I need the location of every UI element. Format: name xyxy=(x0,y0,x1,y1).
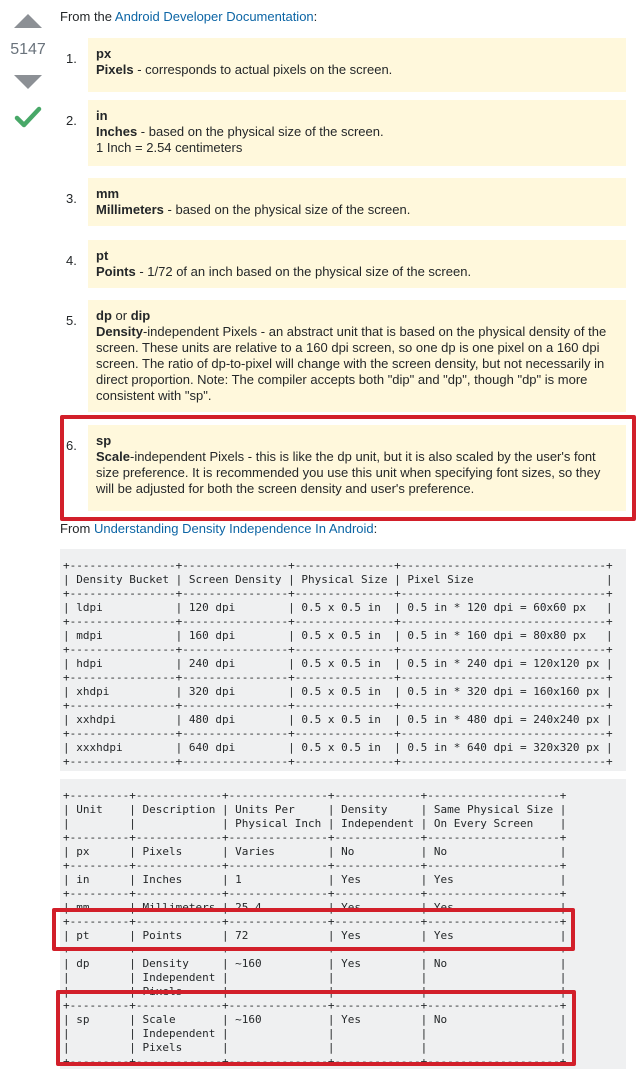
unit-abbrev: in xyxy=(96,108,108,123)
unit-description xyxy=(96,324,618,404)
table-row: | Density Bucket | Screen Density | Physical Size | Pixel Size | xyxy=(63,573,613,586)
unit-note-box xyxy=(88,240,626,288)
intro-colon: : xyxy=(313,9,318,24)
list-number: 2. xyxy=(66,113,77,128)
table-border-line: +---------+-------------+---------------+-------------+--------------------+ xyxy=(63,915,567,928)
unit-term: Points xyxy=(96,264,136,279)
unit-item-in xyxy=(60,100,626,166)
table-row: | xhdpi | 320 dpi | 0.5 x 0.5 in | 0.5 in * 320 dpi = 160x160 px | xyxy=(63,685,613,698)
unit-description xyxy=(96,264,618,280)
description-line xyxy=(96,264,618,280)
table-border-line: +---------+-------------+---------------+-------------+--------------------+ xyxy=(63,999,567,1012)
unit-description xyxy=(96,202,618,218)
description-line xyxy=(96,372,618,388)
table-row: | sp | Scale | ~160 | Yes | No | xyxy=(63,1013,567,1026)
table-border-line: +----------------+----------------+---------------+-------------------------------+ xyxy=(63,699,613,712)
description-line xyxy=(96,124,618,140)
table-row: | ldpi | 120 dpi | 0.5 x 0.5 in | 0.5 in * 120 dpi = 60x60 px | xyxy=(63,601,613,614)
description-text: - based on the physical size of the screen. xyxy=(163,202,411,217)
vote-count: 5147 xyxy=(10,41,46,58)
table-row: | xxhdpi | 480 dpi | 0.5 x 0.5 in | 0.5 in * 480 dpi = 240x240 px | xyxy=(63,713,613,726)
unit-abbrev-alt: dip xyxy=(130,308,151,323)
highlight-sp-row xyxy=(56,990,576,1066)
accepted-checkmark-icon xyxy=(14,104,42,130)
table-row: | mm | Millimeters | 25.4 | Yes | Yes | xyxy=(63,901,567,914)
table-border-line: +---------+-------------+---------------+-------------+--------------------+ xyxy=(63,859,567,872)
unit-term: Millimeters xyxy=(96,202,164,217)
table-border-line: +----------------+----------------+---------------+-------------------------------+ xyxy=(63,643,613,656)
description-text: screen. The ratio of dp-to-pixel will change with the screen density, but not necessarily in xyxy=(96,356,605,371)
upvote-arrow-icon[interactable] xyxy=(14,14,42,28)
description-text: - 1/72 of an inch based on the physical size of the screen. xyxy=(135,264,472,279)
description-text: -independent Pixels - an abstract unit that is based on the physical density of the xyxy=(142,324,607,339)
table-row: | in | Inches | 1 | Yes | Yes | xyxy=(63,873,567,886)
table-row: | pt | Points | 72 | Yes | Yes | xyxy=(63,929,567,942)
unit-term: Inches xyxy=(96,124,138,139)
description-text: - based on the physical size of the screen. xyxy=(137,124,384,139)
description-line xyxy=(96,202,618,218)
list-number: 4. xyxy=(66,253,77,268)
description-text: - corresponds to actual pixels on the screen. xyxy=(133,62,393,77)
table-border-line: +----------------+----------------+---------------+-------------------------------+ xyxy=(63,727,613,740)
table-border-line: +---------+-------------+---------------+-------------+--------------------+ xyxy=(63,943,567,956)
unit-term: Scale xyxy=(96,449,130,464)
description-line xyxy=(96,62,618,78)
highlight-pt-row xyxy=(52,908,575,951)
unit-abbrev: pt xyxy=(96,248,109,263)
unit-item-dp xyxy=(60,300,626,412)
table-row: | | Independent | | | | xyxy=(63,1027,567,1040)
unit-item-px xyxy=(60,38,626,92)
list-number: 3. xyxy=(66,191,77,206)
unit-item-pt xyxy=(60,240,626,288)
unit-name xyxy=(96,46,618,62)
source-text: From xyxy=(60,521,94,536)
table-border-line: +---------+-------------+---------------+-------------+--------------------+ xyxy=(63,831,567,844)
table-row: | dp | Density | ~160 | Yes | No | xyxy=(63,957,567,970)
unit-abbrev: px xyxy=(96,46,112,61)
table-row: | hdpi | 240 dpi | 0.5 x 0.5 in | 0.5 in * 240 dpi = 120x120 px | xyxy=(63,657,613,670)
highlight-sp-item xyxy=(60,415,636,521)
unit-name xyxy=(96,108,618,124)
density-bucket-table xyxy=(60,549,626,771)
table-row: | | Independent | | | | xyxy=(63,971,567,984)
unit-description xyxy=(96,62,618,78)
description-text: will be adjusted for both the screen density and user's preference. xyxy=(96,481,475,496)
unit-name xyxy=(96,308,618,324)
table-border-line: +---------+-------------+---------------+-------------+--------------------+ xyxy=(63,1055,567,1068)
description-line xyxy=(96,140,618,156)
source-paragraph xyxy=(60,521,377,537)
table-row: | Unit | Description | Units Per | Density | Same Physical Size | xyxy=(63,803,567,816)
table-row: | | Pixels | | | | xyxy=(63,985,567,998)
description-text: consistent with "sp". xyxy=(96,388,212,403)
unit-name xyxy=(96,186,618,202)
table-border-line: +----------------+----------------+---------------+-------------------------------+ xyxy=(63,559,613,572)
unit-item-mm xyxy=(60,178,626,226)
table-row: | mdpi | 160 dpi | 0.5 x 0.5 in | 0.5 in * 160 dpi = 80x80 px | xyxy=(63,629,613,642)
list-number: 5. xyxy=(66,313,77,328)
source-colon: : xyxy=(373,521,378,536)
description-line xyxy=(96,356,618,372)
table-border-line: +----------------+----------------+---------------+-------------------------------+ xyxy=(63,587,613,600)
list-number: 6. xyxy=(66,438,77,453)
table-row: | | Pixels | | | | xyxy=(63,1041,567,1054)
list-number: 1. xyxy=(66,51,77,66)
table-border-line: +---------+-------------+---------------+-------------+--------------------+ xyxy=(63,887,567,900)
table-border-line: +---------+-------------+---------------+-------------+--------------------+ xyxy=(63,789,567,802)
unit-note-box xyxy=(88,300,626,412)
intro-paragraph xyxy=(60,9,317,25)
description-line xyxy=(96,324,618,340)
unit-description xyxy=(96,124,618,156)
table-row: | xxxhdpi | 640 dpi | 0.5 x 0.5 in | 0.5 in * 640 dpi = 320x320 px | xyxy=(63,741,613,754)
unit-term: Density xyxy=(96,324,143,339)
description-line xyxy=(96,388,618,404)
unit-note-box xyxy=(88,100,626,166)
unit-name xyxy=(96,248,618,264)
table-border-line: +----------------+----------------+---------------+-------------------------------+ xyxy=(63,755,613,768)
unit-abbrev: dp xyxy=(96,308,112,323)
unit-abbrev: mm xyxy=(96,186,120,201)
unit-term: Pixels xyxy=(96,62,134,77)
description-text: direct proportion. Note: The compiler accepts both "dip" and "dp", though "dp" is more xyxy=(96,372,588,387)
android-docs-link[interactable]: Android Developer Documentation xyxy=(114,9,314,24)
description-text: screen. These units are relative to a 160 dpi screen, so one dp is one pixel on a 160 dpi xyxy=(96,340,600,355)
description-text: 1 Inch = 2.54 centimeters xyxy=(96,140,243,155)
table-border-line: +----------------+----------------+---------------+-------------------------------+ xyxy=(63,671,613,684)
unit-name-joiner: or xyxy=(111,308,131,323)
table-border-line: +----------------+----------------+---------------+-------------------------------+ xyxy=(63,615,613,628)
density-article-link[interactable]: Understanding Density Independence In Android xyxy=(93,521,374,536)
description-text: -independent Pixels - this is like the dp unit, but it is also scaled by the user's font xyxy=(129,449,596,464)
table-row: | | | Physical Inch | Independent | On Every Screen | xyxy=(63,817,567,830)
description-line xyxy=(96,340,618,356)
description-text: size preference. It is recommended you use this unit when specifying font sizes, so they xyxy=(96,465,601,480)
unit-note-box xyxy=(88,178,626,226)
downvote-arrow-icon[interactable] xyxy=(14,75,42,89)
unit-abbrev: sp xyxy=(96,433,112,448)
unit-note-box xyxy=(88,38,626,92)
intro-text: From the xyxy=(60,9,115,24)
table-row: | px | Pixels | Varies | No | No | xyxy=(63,845,567,858)
